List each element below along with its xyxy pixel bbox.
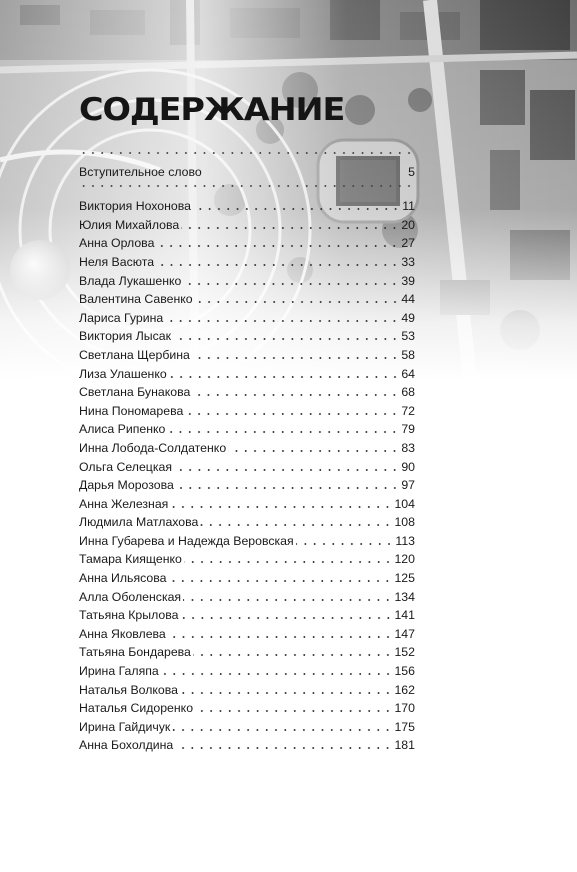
dot-leader xyxy=(183,599,392,601)
dot-leader xyxy=(184,561,393,563)
toc-entry-page: 83 xyxy=(401,440,415,455)
toc-entry-page: 44 xyxy=(401,292,415,307)
toc-entry-title: Ирина Галяпа xyxy=(79,664,159,679)
toc-entry[interactable] xyxy=(79,250,415,269)
toc-entry-page: 104 xyxy=(394,496,415,511)
toc-entry[interactable] xyxy=(79,418,415,437)
toc-entry[interactable] xyxy=(79,455,415,474)
toc-entry-title: Инна Губарева и Надежда Веровская xyxy=(79,533,294,548)
dot-leader xyxy=(168,636,393,638)
toc-entry-title: Светлана Щербина xyxy=(79,347,190,362)
dot-separator xyxy=(79,185,415,187)
toc-entry-title: Виктория Лысак xyxy=(79,329,171,344)
toc-entry-title: Лариса Гурина xyxy=(79,310,164,325)
toc-entry-page: 11 xyxy=(402,199,415,214)
dot-leader xyxy=(192,357,399,359)
toc-entry-title: Тамара Киященко xyxy=(79,552,182,567)
toc-entry-title: Анна Орлова xyxy=(79,236,155,251)
toc-entry-page: 27 xyxy=(401,236,415,251)
toc-entry[interactable] xyxy=(79,474,415,493)
leader-space xyxy=(204,174,406,176)
toc-entry-page: 108 xyxy=(394,515,415,530)
toc-entry-page: 20 xyxy=(401,217,415,232)
toc-entry-page: 125 xyxy=(394,571,415,586)
dot-leader xyxy=(195,301,400,303)
toc-entry-page: 68 xyxy=(401,385,415,400)
toc-entry-page: 181 xyxy=(394,738,415,753)
dot-leader xyxy=(168,580,392,582)
dot-leader xyxy=(193,208,400,210)
dot-leader xyxy=(228,450,399,452)
toc-entry-title: Алиса Рипенко xyxy=(79,422,166,437)
toc-entry-page: 134 xyxy=(394,589,415,604)
toc-entry-page: 152 xyxy=(394,645,415,660)
toc-entry-title: Нина Пономарева xyxy=(79,403,184,418)
toc-entry-title: Ирина Гайдичук xyxy=(79,719,171,734)
toc-entry[interactable] xyxy=(79,734,415,753)
toc-entry-page: 141 xyxy=(394,608,415,623)
toc-entry-title: Дарья Морозова xyxy=(79,478,174,493)
toc-entry-title: Вступительное слово xyxy=(79,164,202,179)
dot-leader xyxy=(181,227,399,229)
toc-entry-page: 5 xyxy=(408,164,415,179)
dot-leader xyxy=(165,320,399,322)
toc-entry-page: 49 xyxy=(401,310,415,325)
toc-entry-page: 113 xyxy=(395,533,415,548)
toc-entry-page: 33 xyxy=(401,254,415,269)
toc-entry-page: 58 xyxy=(401,347,415,362)
dot-leader xyxy=(169,376,400,378)
toc-entry[interactable] xyxy=(79,269,415,288)
toc-entry-title: Людмила Матлахова xyxy=(79,515,199,530)
toc-entry[interactable] xyxy=(79,195,415,214)
toc-entry-title: Наталья Волкова xyxy=(79,682,178,697)
toc-entry[interactable] xyxy=(79,678,415,697)
toc-entry[interactable] xyxy=(79,325,415,344)
toc-entry[interactable] xyxy=(79,548,415,567)
dot-leader xyxy=(161,673,393,675)
dot-leader xyxy=(181,617,393,619)
toc-entry[interactable] xyxy=(79,641,415,660)
toc-entry-title: Валентина Савенко xyxy=(79,292,193,307)
toc-entry-page: 147 xyxy=(394,626,415,641)
toc-entry[interactable] xyxy=(79,436,415,455)
dot-leader xyxy=(175,747,392,749)
dot-leader xyxy=(185,413,399,415)
toc-entry-page: 72 xyxy=(401,403,415,418)
dot-leader xyxy=(296,543,394,545)
toc-entry[interactable] xyxy=(79,715,415,734)
dot-leader xyxy=(156,264,399,266)
toc-entry[interactable] xyxy=(79,399,415,418)
toc-entry-title: Анна Железная xyxy=(79,496,169,511)
toc-entry[interactable] xyxy=(79,511,415,530)
dot-leader xyxy=(172,729,392,731)
dot-leader xyxy=(195,710,392,712)
toc-entry-page: 162 xyxy=(394,682,415,697)
toc-entry-intro[interactable] xyxy=(79,160,415,179)
page-title: СОДЕРЖАНИЕ xyxy=(79,92,345,128)
dot-leader xyxy=(167,431,399,433)
toc-entry-page: 90 xyxy=(401,459,415,474)
dot-leader xyxy=(192,394,399,396)
toc-entry[interactable] xyxy=(79,622,415,641)
toc-entry[interactable] xyxy=(79,213,415,232)
toc-entry-page: 64 xyxy=(401,366,415,381)
toc-entry-title: Наталья Сидоренко xyxy=(79,701,194,716)
toc-entry-page: 79 xyxy=(401,422,415,437)
toc-entry[interactable] xyxy=(79,288,415,307)
toc-entry-page: 120 xyxy=(394,552,415,567)
toc-entry-page: 39 xyxy=(401,273,415,288)
toc-entry-title: Алла Оболенская xyxy=(79,589,182,604)
toc-entry-title: Анна Бохолдина xyxy=(79,738,174,753)
toc-entry[interactable] xyxy=(79,697,415,716)
toc-entries-list xyxy=(79,195,415,753)
toc-entry-title: Татьяна Бондарева xyxy=(79,645,191,660)
toc-entry-title: Ольга Селецкая xyxy=(79,459,172,474)
toc-entry[interactable] xyxy=(79,604,415,623)
table-of-contents xyxy=(79,160,415,752)
dot-leader xyxy=(173,338,399,340)
toc-entry-title: Неля Васюта xyxy=(79,254,155,269)
dot-leader xyxy=(180,692,392,694)
dot-leader xyxy=(176,487,399,489)
toc-entry-title: Анна Яковлева xyxy=(79,626,166,641)
toc-entry[interactable] xyxy=(79,381,415,400)
toc-entry[interactable] xyxy=(79,529,415,548)
toc-entry[interactable] xyxy=(79,566,415,585)
toc-entry[interactable] xyxy=(79,343,415,362)
toc-entry-page: 170 xyxy=(394,701,415,716)
dot-leader xyxy=(174,469,399,471)
toc-entry-title: Влада Лукашенко xyxy=(79,273,182,288)
toc-entry[interactable] xyxy=(79,306,415,325)
dot-separator xyxy=(79,152,415,154)
toc-entry-title: Лиза Улашенко xyxy=(79,366,167,381)
dot-leader xyxy=(193,654,393,656)
toc-entry-title: Татьяна Крылова xyxy=(79,608,179,623)
toc-entry[interactable] xyxy=(79,362,415,381)
toc-entry-title: Светлана Бунакова xyxy=(79,385,191,400)
toc-entry-page: 53 xyxy=(401,329,415,344)
toc-entry-title: Юлия Михайлова xyxy=(79,217,180,232)
toc-entry-page: 175 xyxy=(394,719,415,734)
toc-entry[interactable] xyxy=(79,585,415,604)
toc-entry[interactable] xyxy=(79,659,415,678)
toc-entry-title: Инна Лобода-Солдатенко xyxy=(79,440,227,455)
toc-entry-page: 97 xyxy=(401,478,415,493)
dot-leader xyxy=(183,283,399,285)
toc-entry[interactable] xyxy=(79,232,415,251)
toc-entry-title: Виктория Нохонова xyxy=(79,199,191,214)
dot-leader xyxy=(156,245,399,247)
toc-entry[interactable] xyxy=(79,492,415,511)
toc-entry-title: Анна Ильясова xyxy=(79,571,167,586)
toc-entry-page: 156 xyxy=(394,664,415,679)
dot-leader xyxy=(170,506,392,508)
dot-leader xyxy=(200,524,392,526)
